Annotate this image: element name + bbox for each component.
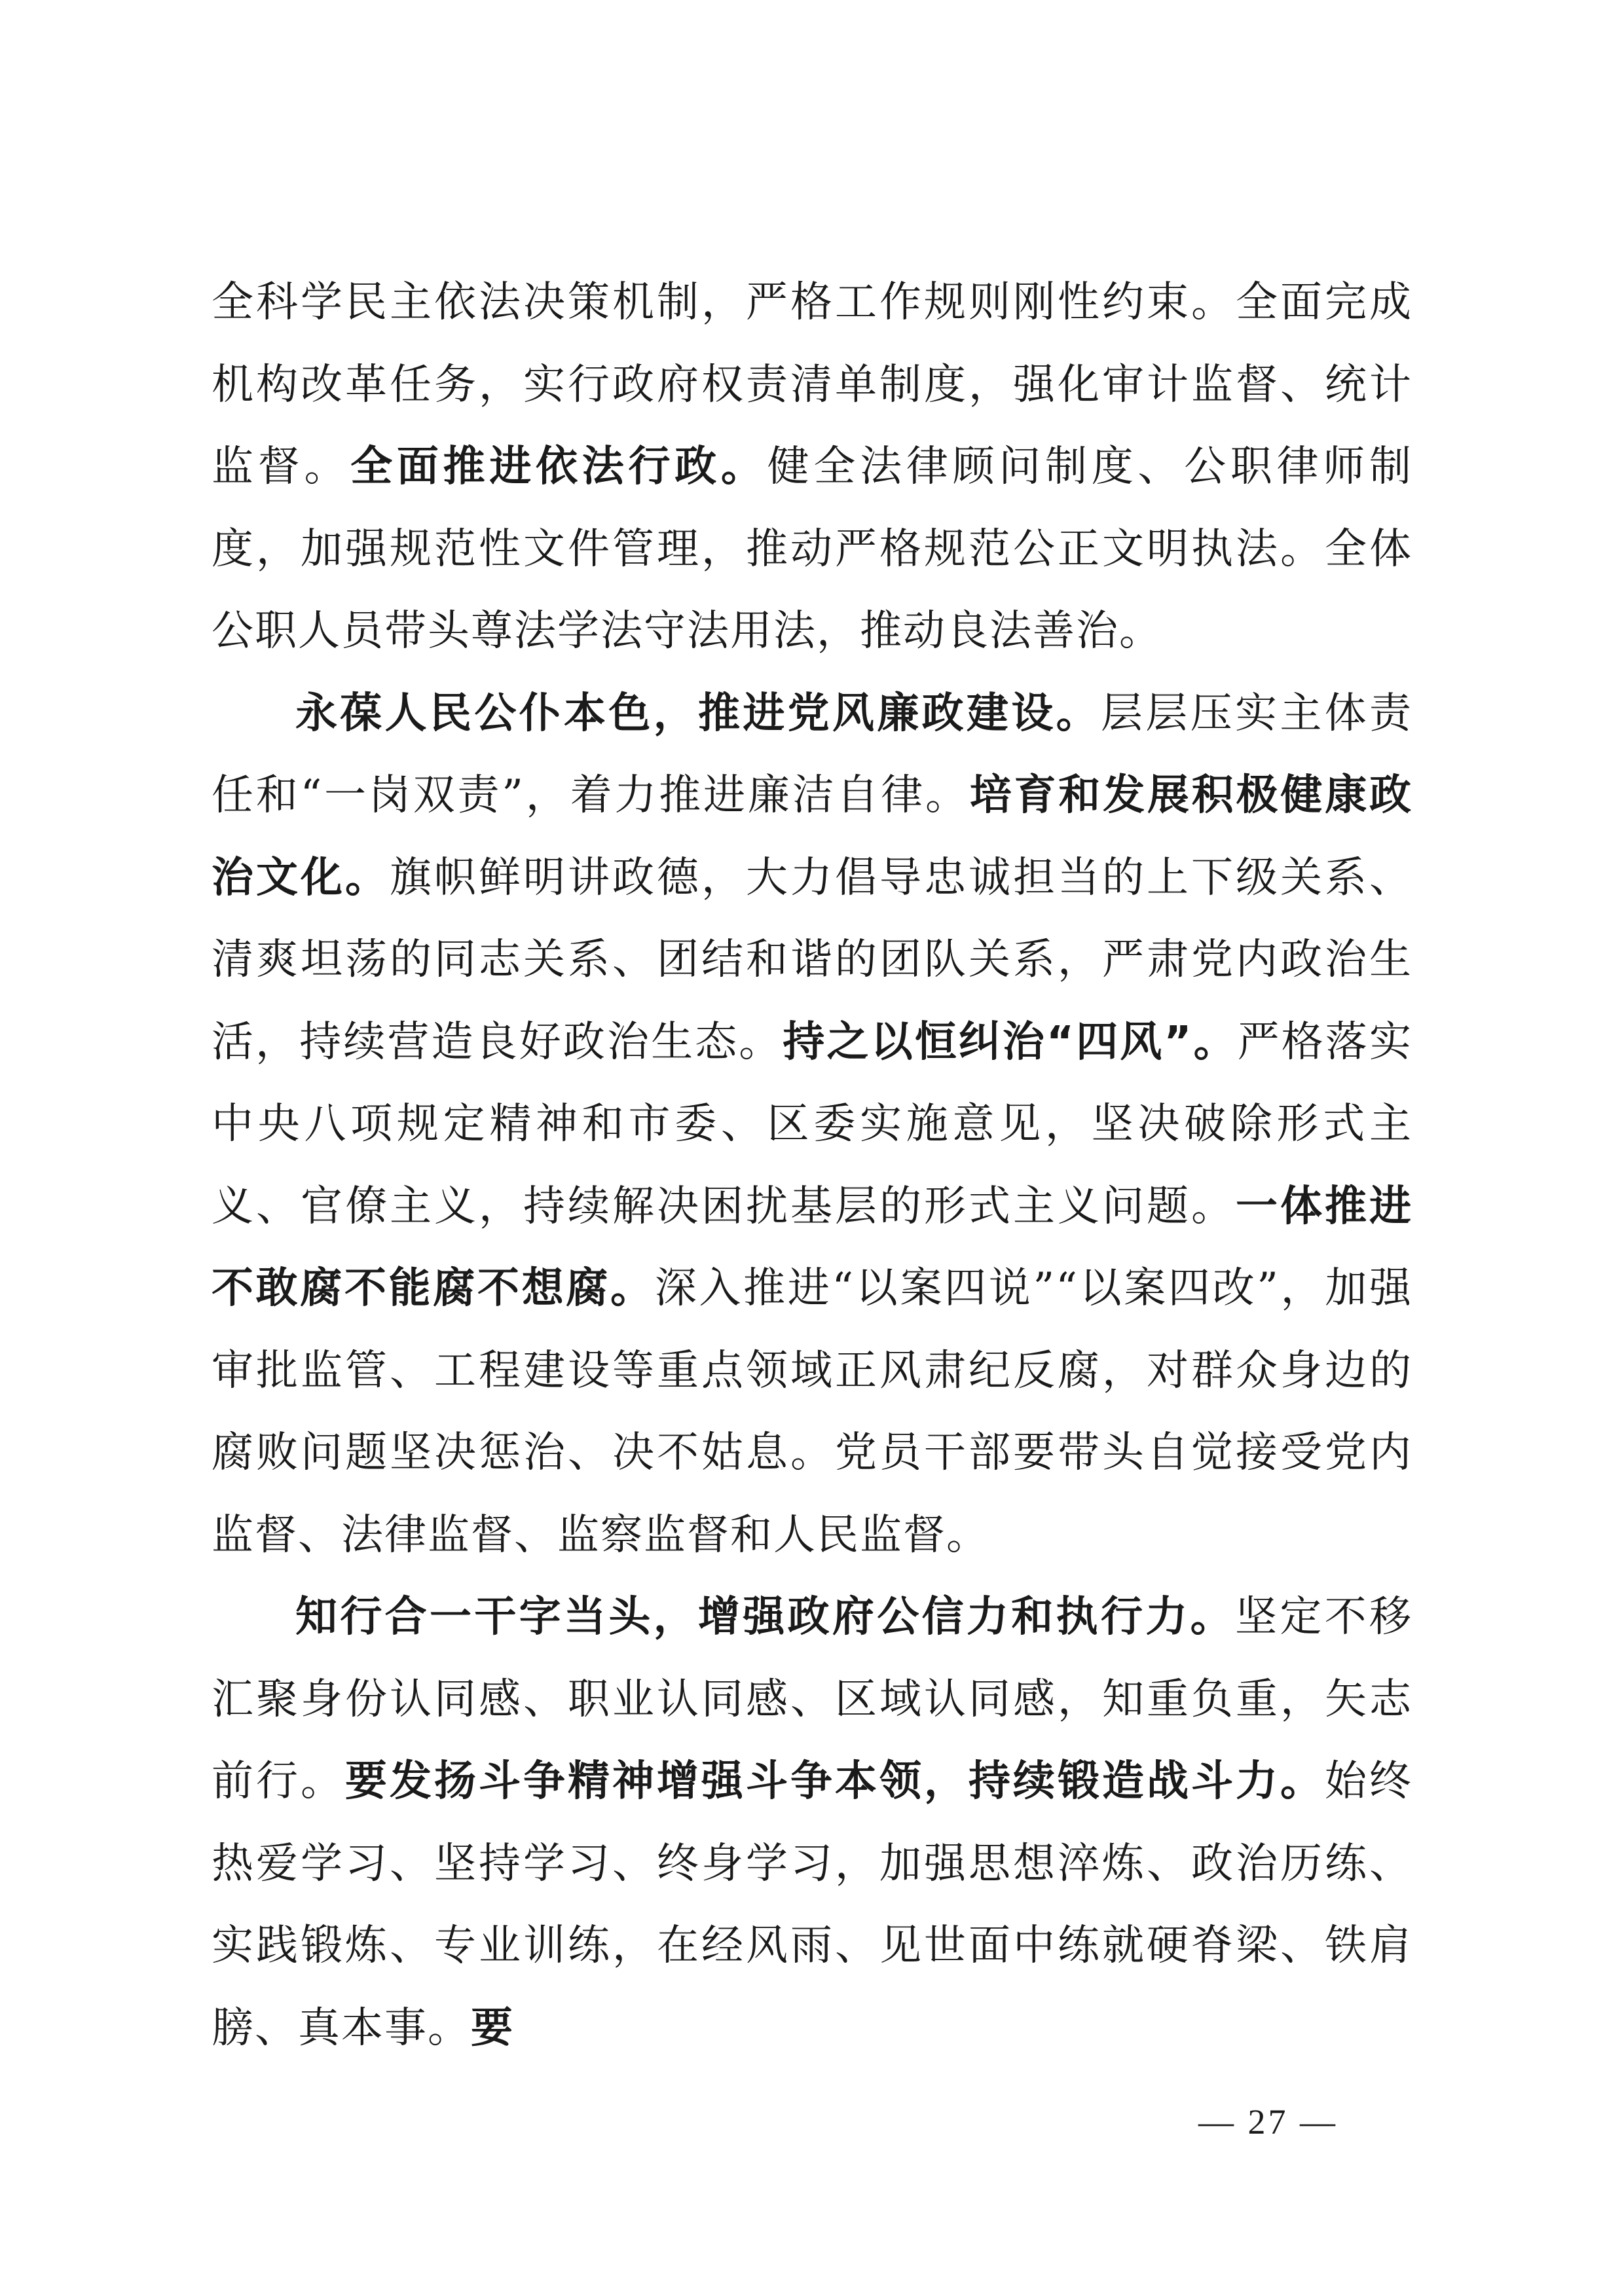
text-segment: 健全法律顾问制度、公职律师制度，加强规范性文件管理，推动严格规范公正文明执法。全体公职人员带头尊法学法守法用法，推动良法善治。 (212, 443, 1413, 655)
paragraph-1 (212, 262, 1412, 673)
paragraph-3 (212, 1576, 1412, 2069)
bold-heading: 要 (471, 2003, 514, 2052)
text-segment: 始终热爱学习、坚持学习、终身学习，加强思想淬炼、政治历练、实践锻炼、专业训练，在经风雨、见世面中练就硬脊梁、铁肩膀、真本事。 (212, 1757, 1412, 2052)
bold-heading: 永葆人民公仆本色，推进党风廉政建设。 (295, 689, 1101, 738)
text-segment: 层层压实主体责任和“一岗双责”，着力推进廉洁自律。 (212, 689, 1412, 820)
page-number: — 27 — (1198, 2102, 1338, 2141)
text-segment: 深入推进“以案四说”“以案四改”，加强审批监管、工程建设等重点领域正风肃纪反腐，对群众身边的腐败问题坚决惩治、决不姑息。党员干部要带头自觉接受党内监督、法律监督、监察监督和人民监督。 (212, 1264, 1413, 1559)
bold-heading: 持之以恒纠治“四风”。 (783, 1017, 1238, 1066)
document-body (212, 262, 1412, 2069)
text-segment: 旗帜鲜明讲政德，大力倡导忠诚担当的上下级关系、清爽坦荡的同志关系、团结和谐的团队关系，严肃党内政治生活，持续营造良好政治生态。 (212, 853, 1412, 1066)
bold-heading: 知行合一干字当头，增强政府公信力和执行力。 (295, 1593, 1235, 1641)
bold-heading: 全面推进依法行政。 (350, 443, 767, 491)
bold-heading: 一体推进不敢腐不能腐不想腐。 (212, 1182, 1412, 1313)
text-segment: 坚定不移汇聚身份认同感、职业认同感、区域认同感，知重负重，矢志前行。 (212, 1593, 1412, 1806)
text-segment: 全科学民主依法决策机制，严格工作规则刚性约束。全面完成机构改革任务，实行政府权责清单制度，强化审计监督、统计监督。 (212, 278, 1412, 491)
bold-heading: 要发扬斗争精神增强斗争本领，持续锻造战斗力。 (345, 1757, 1325, 1806)
bold-heading: 培育和发展积极健康政治文化。 (212, 771, 1412, 902)
paragraph-2 (212, 673, 1412, 1577)
text-segment: 严格落实中央八项规定精神和市委、区委实施意见，坚决破除形式主义、官僚主义，持续解决困扰基层的形式主义问题。 (212, 1017, 1413, 1231)
